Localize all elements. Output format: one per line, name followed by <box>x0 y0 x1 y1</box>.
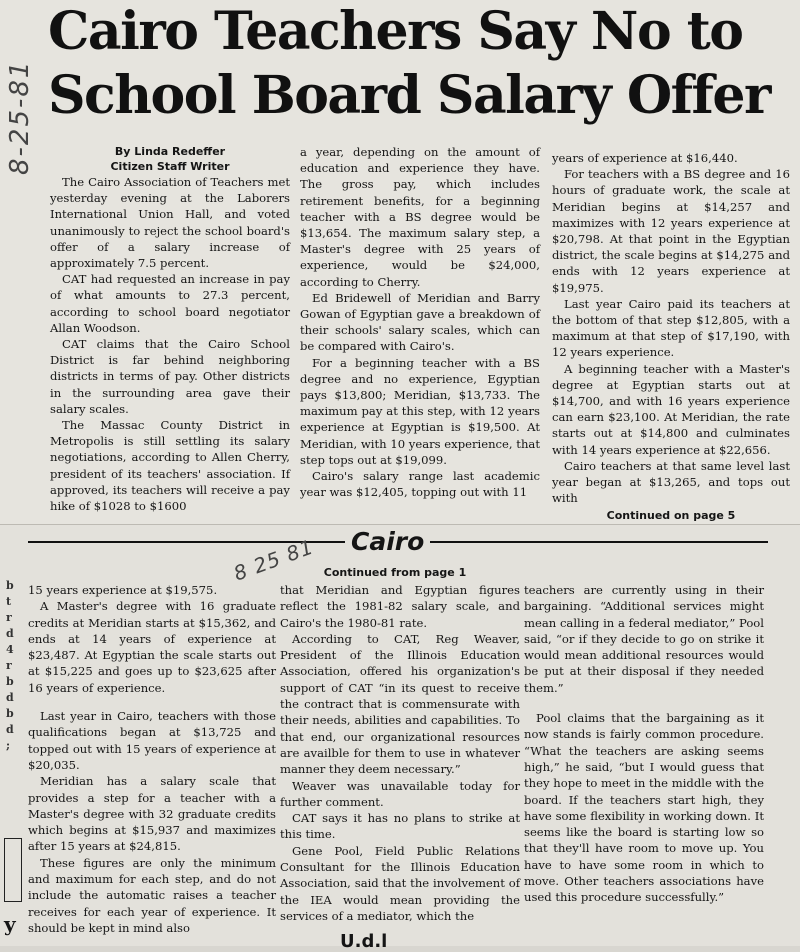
paragraph: years of experience at $16,440. <box>552 151 738 165</box>
byline-role: Citizen Staff Writer <box>110 160 230 173</box>
page1-column-1 <box>50 144 290 514</box>
paragraph: Meridian has a salary scale that provides a step for a teacher with a Master's degree with 32 graduate credits which begins at $15,937 and maximizes after 15 years at $24,815. <box>28 774 276 854</box>
edge-letter: d <box>6 723 14 736</box>
section-label-cairo: Cairo <box>345 527 430 556</box>
page5-column-2 <box>280 582 520 924</box>
headline <box>48 0 793 128</box>
edge-letter: 4 <box>6 643 14 656</box>
paragraph: Last year Cairo paid its teachers at the bottom of that step $12,805, with a maximum at that step of $17,190, with 12 years experience. <box>552 296 790 360</box>
page5-column-1 <box>28 582 276 936</box>
edge-letter: ; <box>6 739 11 752</box>
paragraph: Last year in Cairo, teachers with those qualifications began at $13,725 and topped out with 15 years of experience at $20,035. <box>28 709 276 772</box>
headline-line-1: Cairo Teachers Say No to <box>48 1 743 62</box>
continued-on-page-5: Continued on page 5 <box>606 509 736 523</box>
paragraph: The Massac County District in Metropolis is still settling its salary negotiations, according to Allen Cherry, president of its teachers' association. If approved, its teachers will receive a pay hike of $1028 to $1600 <box>50 418 290 514</box>
adjacent-column-edge-letters <box>6 578 16 754</box>
page5-column-3 <box>524 582 764 906</box>
paragraph: CAT says it has no plans to strike at this time. <box>280 811 520 842</box>
paragraph: These figures are only the minimum and maximum for each step, and do not include the automatic raises a teacher receives for each year of experience. It should be kept in mind also <box>28 855 276 935</box>
paragraph: Pool claims that the bargaining as it now stands is fairly common procedure. “What the teachers are asking seems high,” he said, “but I would guess that they hope to meet in the middle with the board. If the teachers start high, they have some flexibility in working down. It seems like the board is starting low so that they'll have room to move up. You have to have some room in which to move. Other teachers associations have used this procedure successfully.” <box>524 711 764 905</box>
handwritten-date-bottom: 8 25 81 <box>230 534 317 586</box>
edge-letter: b <box>6 579 14 592</box>
page1-column-2 <box>300 144 540 500</box>
page1-column-3 <box>552 150 790 525</box>
paragraph: 15 years experience at $19,575. <box>28 583 218 597</box>
paragraph: According to CAT, Reg Weaver, President of the Illinois Education Association, offered his organization's support of CAT “in its quest to receive the contract that is commensurate with their needs, abilities and capabilities. To that end, our organizational resources are availble for them to use in whatever manner they deem necessary.” <box>280 631 520 777</box>
paragraph: a year, depending on the amount of education and experience they have. The gross pay, which includes retirement benefits, for a beginning teacher with a BS degree would be $13,654. The maximum salary step, a Master's degree with 25 years of experience, would be $24,000, according to Cherry. <box>300 145 540 289</box>
edge-letter: r <box>6 611 12 624</box>
edge-letter: d <box>6 627 14 640</box>
handwritten-date-top: 8-25-81 <box>5 59 35 175</box>
paragraph: CAT claims that the Cairo School District is far behind neighboring districts in terms of pay. Other districts in the surrounding area gave their salary scales. <box>50 337 290 416</box>
paragraph: Weaver was unavailable today for further comment. <box>280 778 520 809</box>
edge-letter: t <box>6 595 12 608</box>
byline-author: By Linda Redeffer <box>114 145 226 158</box>
paragraph: Gene Pool, Field Public Relations Consultant for the Illinois Education Association, said that the involvement of the IEA would mean providing the services of a mediator, which the <box>280 843 520 923</box>
paragraph: A beginning teacher with a Master's degree at Egyptian starts out at $14,700, and with 16 years experience can earn $23,100. At Meridian, the rate starts out at $14,800 and culminates with 14 years experience at $22,656. <box>552 361 790 457</box>
paragraph: Cairo teachers at that same level last year began at $13,265, and tops out with <box>552 458 790 506</box>
paragraph: Cairo's salary range last academic year was $12,405, topping out with 11 <box>300 469 540 500</box>
next-article-heading-cut-off: U.d.l <box>340 931 388 952</box>
paragraph: that Meridian and Egyptian figures reflect the 1981-82 salary scale, and Cairo's the 1980-81 rate. <box>280 583 520 630</box>
paragraph: For teachers with a BS degree and 16 hours of graduate work, the scale at Meridian begins at $14,257 and maximizes with 12 years experience at $20,798. At that point in the Egyptian district, the scale begins at $14,275 and ends with 12 years experience at $19,975. <box>552 167 790 295</box>
paragraph: teachers are currently using in their bargaining. “Additional services might mean calling in a federal mediator,” Pool said, “or if they decide to go on strike it would mean additional resources would be put at their disposal if they needed them.” <box>524 583 764 695</box>
edge-letter: d <box>6 691 14 704</box>
edge-letter: b <box>6 707 14 720</box>
paragraph: For a beginning teacher with a BS degree and no experience, Egyptian pays $13,800; Meridian, $13,733. The maximum pay at this step, with 12 years experience at Egyptian is $19,500. At Meridian, with 10 years experience, that step tops out at $19,099. <box>300 355 540 467</box>
headline-line-2: School Board Salary Offer <box>48 65 770 126</box>
edge-letter: b <box>6 675 14 688</box>
paragraph: CAT had requested an increase in pay of what amounts to 27.3 percent, according to school board negotiator Allan Woodson. <box>50 272 290 335</box>
paragraph: A Master's degree with 16 graduate credits at Meridian starts at $15,362, and ends at 14 years of experience at $23,487. At Egyptian the scale starts out at $15,225 and goes up to $23,625 after 16 years of experience. <box>28 599 276 695</box>
continued-from-page-1: Continued from page 1 <box>323 566 467 579</box>
paragraph: Ed Bridewell of Meridian and Barry Gowan of Egyptian gave a breakdown of their schools' salary scales, which can be compared with Cairo's. <box>300 290 540 354</box>
edge-letter-bottom: y <box>4 912 16 936</box>
paragraph: The Cairo Association of Teachers met yesterday evening at the Laborers International Union Hall, and voted unanimously to reject the school board's offer of a salary increase of approximately 7.5 percent. <box>50 175 290 271</box>
adjacent-clipping-box <box>4 838 22 902</box>
edge-letter: r <box>6 659 12 672</box>
